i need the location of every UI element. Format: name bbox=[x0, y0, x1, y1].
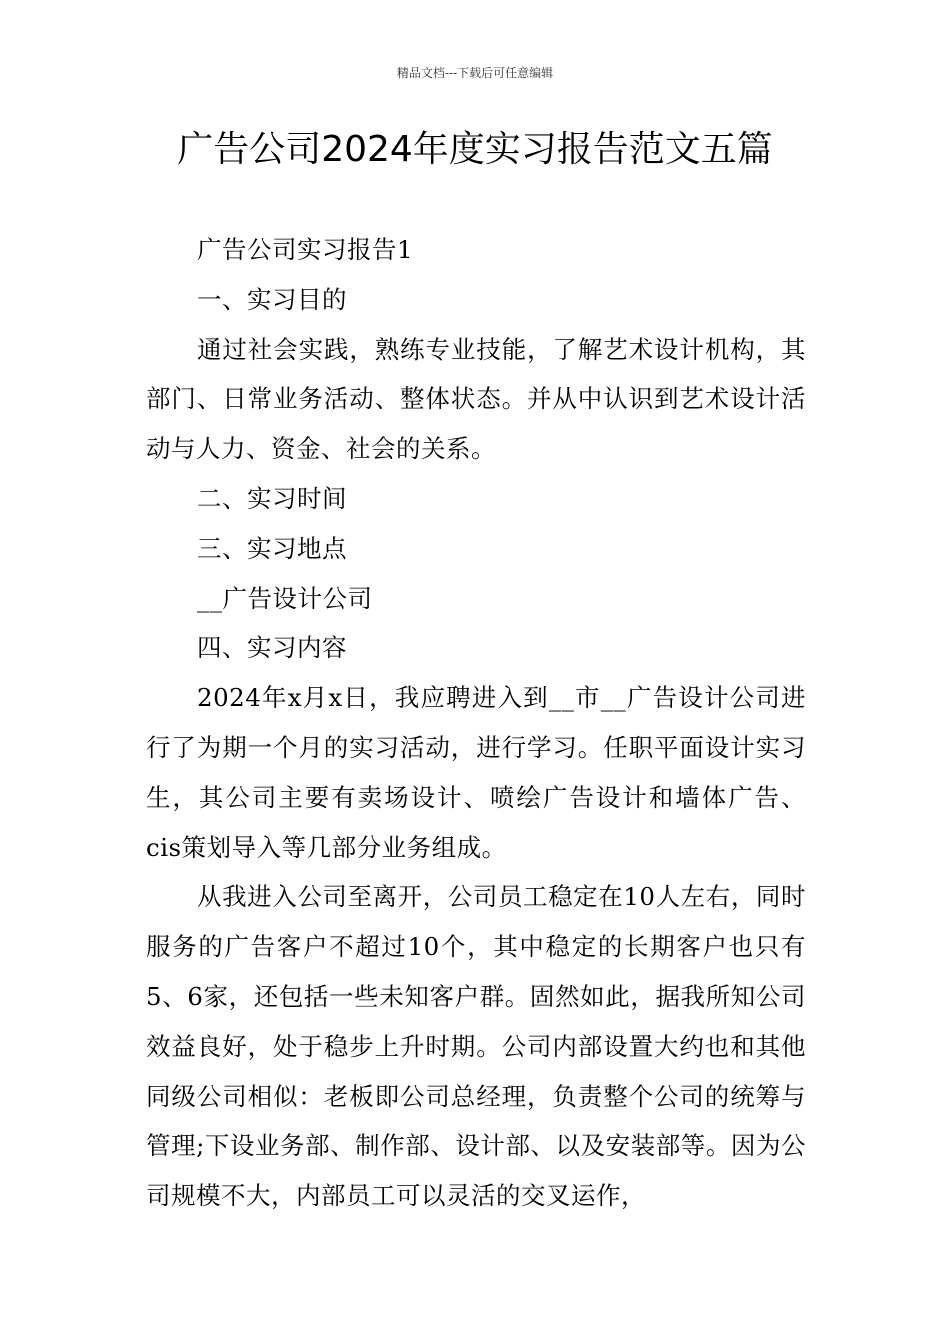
section-heading: 二、实习时间 bbox=[197, 483, 347, 513]
header-note: 精品文档---下载后可任意编辑 bbox=[396, 66, 554, 80]
body-paragraph: 从我进入公司至离开，公司员工稳定在10人左右，同时服务的广告客户不超过10个，其中稳定的长期客户也只有5、6家，还包括一些未知客户群。固然如此，据我所知公司效益良好，处于稳步上升时期。公司内部设置大约也和其他同级公司相似：老板即公司总经理，负责整个公司的统筹与管理;下设业务部、制作部、设计部、以及安装部等。因为公司规模不大，内部员工可以灵活的交叉运作， bbox=[146, 882, 806, 1211]
document-title: 广告公司2024年度实习报告范文五篇 bbox=[177, 129, 773, 170]
section-heading: 三、实习地点 bbox=[197, 533, 347, 563]
body-paragraph: 通过社会实践，熟练专业技能，了解艺术设计机构，其部门、日常业务活动、整体状态。并从中认识到艺术设计活动与人力、资金、社会的关系。 bbox=[146, 334, 806, 464]
document-body bbox=[146, 225, 806, 1221]
section-heading: 四、实习内容 bbox=[197, 633, 347, 663]
section-heading: 广告公司实习报告1 bbox=[197, 235, 414, 264]
body-paragraph: __广告设计公司 bbox=[197, 583, 373, 613]
section-heading: 一、实习目的 bbox=[197, 284, 347, 314]
body-paragraph: 2024年x月x日，我应聘进入到__市__广告设计公司进行了为期一个月的实习活动，进行学习。任职平面设计实习生，其公司主要有卖场设计、喷绘广告设计和墙体广告、cis策划导入等几部分业务组成。 bbox=[146, 683, 806, 862]
